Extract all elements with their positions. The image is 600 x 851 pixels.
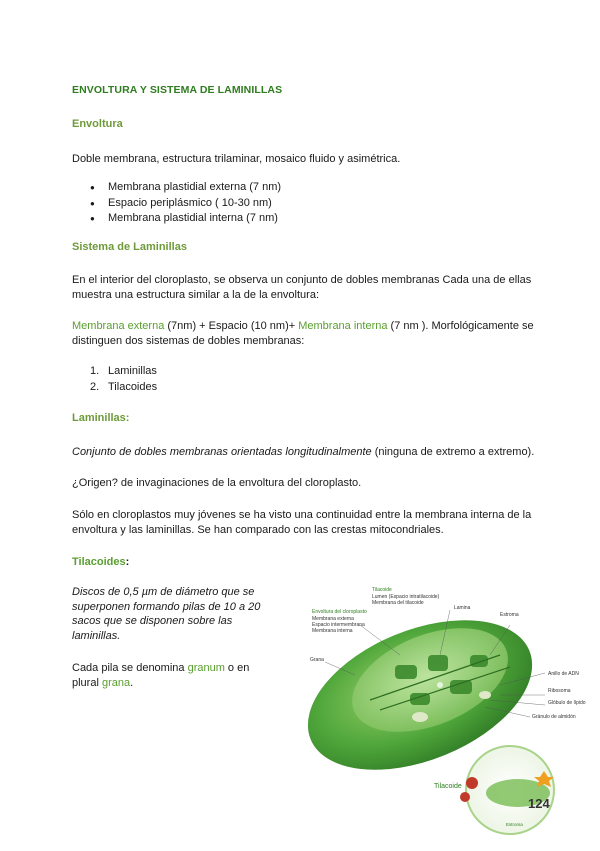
list-item (90, 364, 157, 380)
tilacoides-title-text: Tilacoides (72, 556, 126, 568)
list-item (90, 380, 157, 396)
membrana-externa-term: Membrana externa (72, 320, 165, 332)
page-heading: ENVOLTURA Y SISTEMA DE LAMINILLAS (72, 84, 283, 96)
laminillas-paragraph-1 (72, 445, 552, 460)
envoltura-intro: Doble membrana, estructura trilaminar, mosaico fluido y asimétrica. (72, 153, 401, 165)
grana-term: grana (101, 677, 131, 689)
list-item: ● Membrana plastidial interna (7 nm) (90, 211, 281, 227)
protein-complex-icon (466, 777, 478, 789)
diagram-label-membrana-tilacoide: Membrana del tilacoide (372, 600, 424, 606)
list-label: Tilacoides (108, 380, 158, 393)
diagram-label-anillo-adn: Anillo de ADN (548, 671, 579, 677)
diagram-label-estroma: Estroma (500, 612, 519, 618)
sistema-paragraph-2 (72, 319, 542, 349)
text-span: (7nm) + Espacio (10 nm)+ (164, 320, 299, 332)
text-span: . (130, 677, 134, 689)
laminillas-paragraph-2: ¿Origen? de invaginaciones de la envoltura del cloroplasto. (72, 477, 362, 489)
inset-label-tilacoide: Tilacoide (434, 783, 462, 790)
section-title-envoltura: Envoltura (72, 118, 123, 130)
inset-label-estroma: Estroma (506, 822, 523, 827)
page-number: 124 (528, 796, 550, 811)
diagram-label-ribosoma: Ribosoma (548, 688, 571, 694)
diagram-label-membrana-externa: Membrana externa (312, 616, 354, 622)
diagram-label-lamina: Lamina (454, 605, 471, 611)
italic-span: Conjunto de dobles membranas orientadas longitudinalmente (72, 446, 372, 458)
sistema-list (90, 364, 157, 395)
sistema-paragraph-1: En el interior del cloroplasto, se observa un conjunto de dobles membranas Cada una de ellas muestra una estructura similar a la de la envoltura: (72, 274, 532, 301)
text-span: (ninguna de extremo a extremo). (371, 446, 535, 458)
list-item: ● Membrana plastidial externa (7 nm) (90, 180, 281, 196)
list-label: Laminillas (108, 365, 157, 377)
text-span: o en plural (72, 662, 250, 689)
diagram-label-lumen: Lumen (Espacio intratilacoide) (372, 594, 440, 600)
text-span: (7 nm ). Morfológicamente se distinguen dos sistemas de dobles membranas: (72, 320, 534, 347)
membrana-interna-term: Membrana interna (298, 320, 388, 332)
diagram-label-espacio-intermembrana: Espacio intermembrana (312, 622, 365, 628)
tilacoides-description: Discos de 0,5 µm de diámetro que se superponen formando pilas de 10 a 20 sacos que se disponen sobre las laminillas. (72, 586, 261, 642)
title-colon: : (125, 556, 130, 568)
diagram-label-almidon: Gránulo de almidón (532, 714, 576, 720)
diagram-label-membrana-interna: Membrana interna (312, 628, 353, 634)
section-title-sistema: Sistema de Laminillas (72, 241, 187, 253)
diagram-label-tilacoide: Tilacoide (372, 587, 392, 593)
protein-complex-icon (460, 792, 470, 802)
list-number: 1. (90, 365, 100, 377)
grana-paragraph (72, 661, 267, 691)
section-title-tilacoides (72, 556, 129, 568)
granum-term: granum (187, 662, 225, 674)
diagram-label-grana: Grana (310, 657, 324, 663)
envoltura-list (90, 180, 281, 227)
ribosome-dot (437, 682, 443, 688)
diagram-label-globulo: Glóbulo de lípido (548, 700, 586, 706)
laminillas-paragraph-3: Sólo en cloroplastos muy jóvenes se ha visto una continuidad entre la membrana interna de la envoltura y las laminillas. Se han comparado con las crestas mitocondriales. (72, 509, 532, 536)
list-number: 2. (90, 380, 100, 393)
text-span: Cada pila se denomina (72, 662, 188, 674)
list-item: ● Espacio periplásmico ( 10-30 nm) (90, 196, 281, 212)
section-title-laminillas: Laminillas: (72, 412, 130, 424)
diagram-label-envoltura: Envoltura del cloroplasto (312, 609, 367, 615)
chloroplast-diagram (300, 585, 600, 848)
